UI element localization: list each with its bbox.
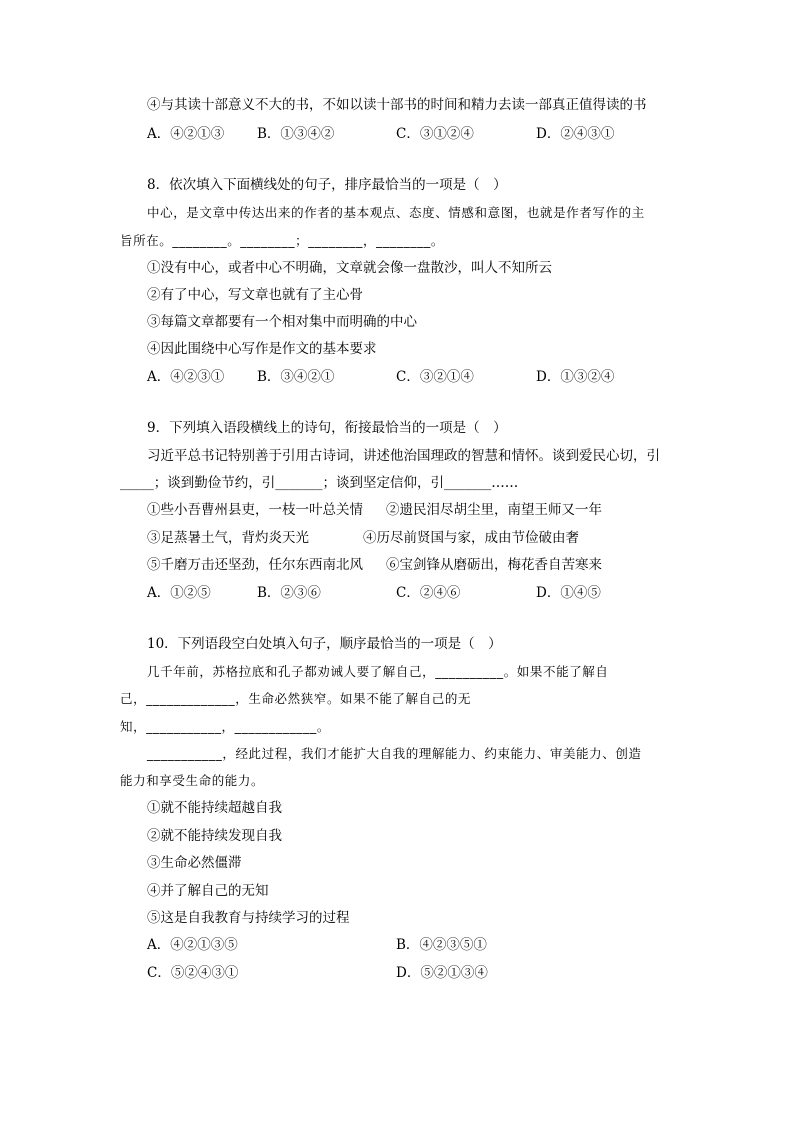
q9-option-c[interactable]: C．②④⑥ <box>396 585 461 601</box>
q10-item-3: ③生命必然僵滞 <box>147 855 242 871</box>
q9-passage-line-2: _____；谈到勤俭节约，引_______；谈到坚定信仰，引_______…… <box>120 475 519 491</box>
q10-option-a[interactable]: A．④②①③⑤ <box>147 937 238 953</box>
q9-item-3: ③足蒸暑土气，背灼炎天光 <box>147 530 309 546</box>
q8-stem: 8．依次填入下面横线处的句子，排序最恰当的一项是（ ） <box>147 177 507 193</box>
q10-passage-line-3: 知，___________，____________。 <box>120 719 330 734</box>
q7-option-c[interactable]: C．③①②④ <box>396 126 474 142</box>
q9-item-5: ⑤千磨万击还坚劲，任尔东西南北风 <box>147 557 363 573</box>
q10-passage-line-2: 己，_____________，生命必然狭窄。如果不能了解自己的无 <box>120 691 472 706</box>
q8-item-4: ④因此围绕中心写作是作文的基本要求 <box>147 341 377 357</box>
q9-item-2: ②遗民泪尽胡尘里，南望王师又一年 <box>386 502 602 518</box>
q7-option-d[interactable]: D．②④③① <box>536 126 615 142</box>
q10-item-4: ④并了解自己的无知 <box>147 883 269 899</box>
q9-item-1: ①些小吾曹州县吏，一枝一叶总关情 <box>147 502 363 518</box>
q10-item-2: ②就不能持续发现自我 <box>147 828 282 844</box>
q9-item-4: ④历尽前贤国与家，成由节俭破由奢 <box>363 530 579 546</box>
q10-stem: 10．下列语段空白处填入句子，顺序最恰当的一项是（ ） <box>147 636 502 652</box>
q8-item-2: ②有了中心，写文章也就有了主心骨 <box>147 287 363 303</box>
q8-item-1: ①没有中心，或者中心不明确，文章就会像一盘散沙，叫人不知所云 <box>147 260 552 276</box>
q8-option-c[interactable]: C．③②①④ <box>396 369 474 385</box>
q8-option-d[interactable]: D．①③②④ <box>536 369 615 385</box>
q8-option-b[interactable]: B．③④②① <box>257 369 335 385</box>
q10-item-5: ⑤这是自我教育与持续学习的过程 <box>147 910 350 926</box>
q9-stem: 9．下列填入语段横线上的诗句，衔接最恰当的一项是（ ） <box>147 420 507 436</box>
q10-passage-line-1: 几千年前，苏格拉底和孔子都劝诫人要了解自己，__________。如果不能了解自 <box>147 664 609 679</box>
q9-option-a[interactable]: A．①②⑤ <box>147 585 211 601</box>
q9-option-b[interactable]: B．②③⑥ <box>257 585 321 601</box>
q8-option-a[interactable]: A．④②③① <box>147 369 225 385</box>
q8-passage-line-2: 旨所在。________。________；________，________。 <box>120 233 444 248</box>
q10-option-c[interactable]: C．⑤②④③① <box>147 965 239 981</box>
q9-item-6: ⑥宝剑锋从磨砺出，梅花香自苦寒来 <box>386 557 602 573</box>
q10-option-d[interactable]: D．⑤②①③④ <box>396 965 488 981</box>
q7-option-a[interactable]: A．④②①③ <box>147 126 225 142</box>
q7-item-4: ④与其读十部意义不大的书，不如以读十部书的时间和精力去读一部真正值得读的书 <box>147 97 647 113</box>
q10-item-1: ①就不能持续超越自我 <box>147 800 282 816</box>
q9-option-d[interactable]: D．①④⑤ <box>536 585 601 601</box>
q10-option-b[interactable]: B．④②③⑤① <box>396 937 487 953</box>
q10-passage-line-5: 能力和享受生命的能力。 <box>120 773 265 788</box>
q10-passage-line-4: ___________，经此过程，我们才能扩大自我的理解能力、约束能力、审美能力、创造 <box>147 746 642 761</box>
q8-item-3: ③每篇文章都要有一个相对集中而明确的中心 <box>147 314 417 330</box>
q9-passage-line-1: 习近平总书记特别善于引用古诗词，讲述他治国理政的智慧和情怀。谈到爱民心切，引 <box>147 448 660 464</box>
q7-option-b[interactable]: B．①③④② <box>257 126 335 142</box>
q8-passage-line-1: 中心，是文章中传达出来的作者的基本观点、态度、情感和意图，也就是作者写作的主 <box>147 205 645 220</box>
